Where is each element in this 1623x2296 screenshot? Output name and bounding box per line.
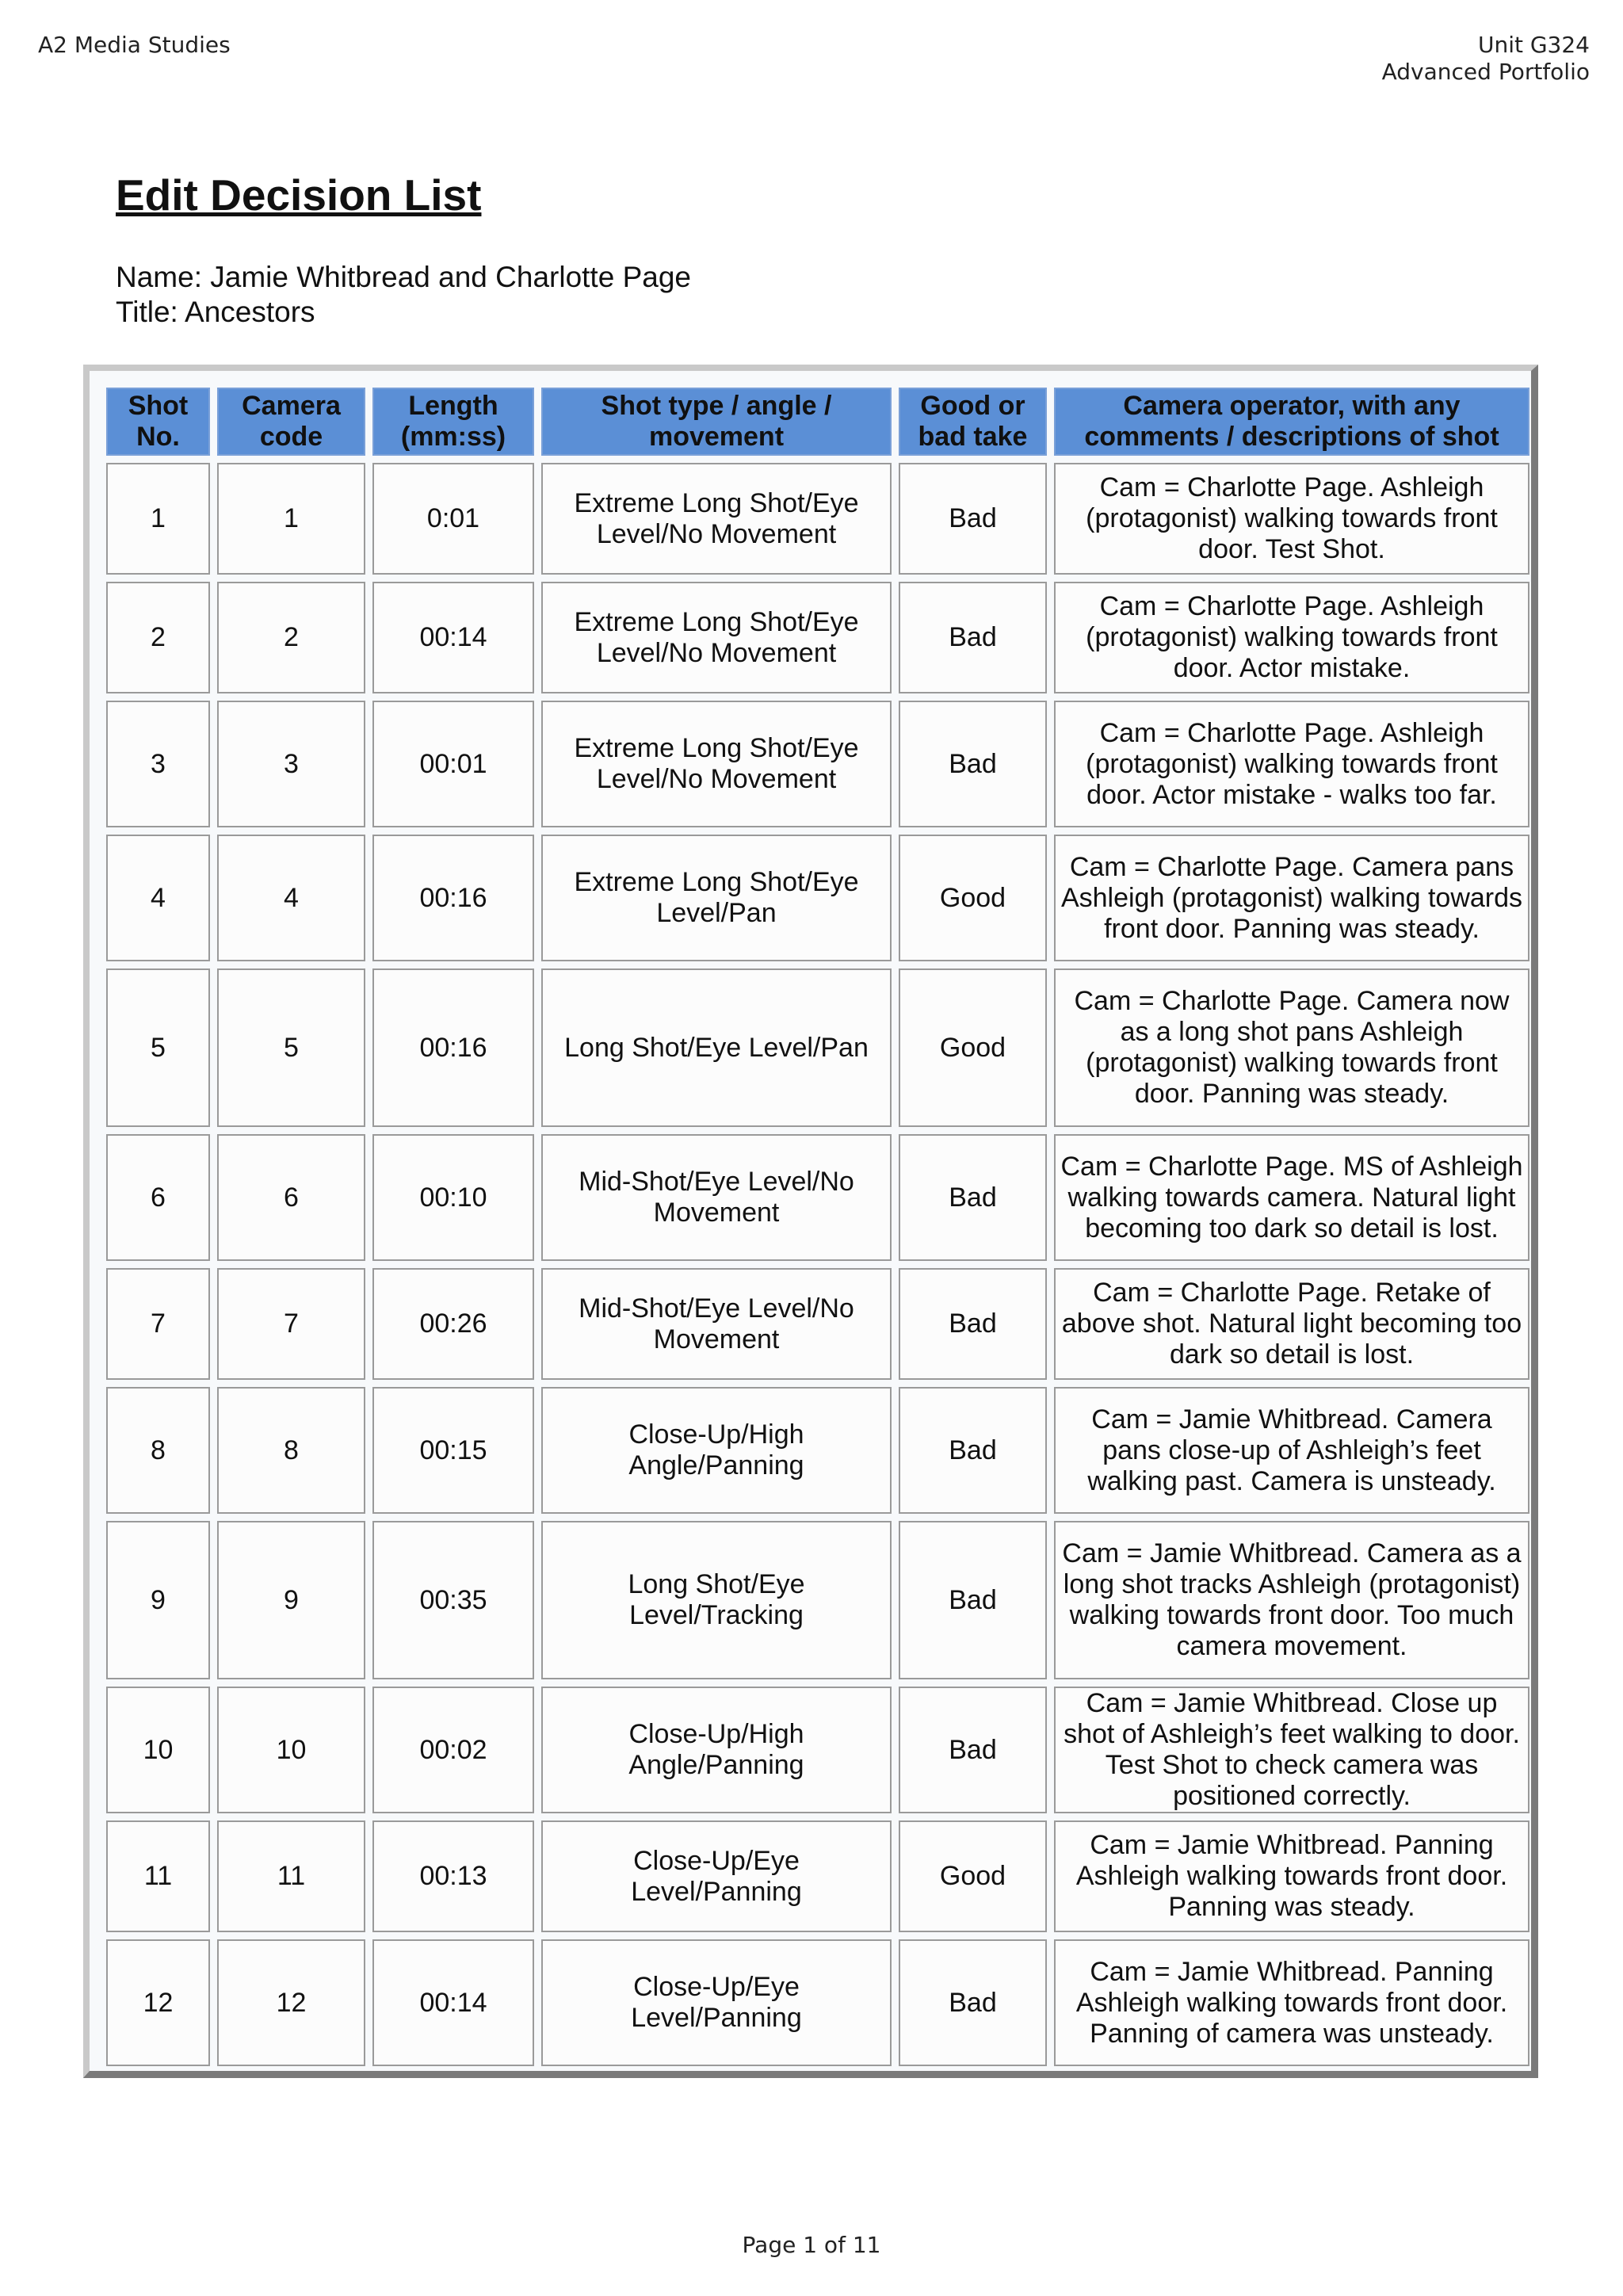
- cell-length: 00:15: [372, 1387, 534, 1514]
- table-row: [106, 463, 1529, 575]
- cell-shot-type: Long Shot/Eye Level/Pan: [541, 968, 892, 1127]
- page-title: Edit Decision List: [116, 170, 482, 220]
- cell-take-quality: Bad: [899, 1687, 1047, 1813]
- table-header-row: [106, 388, 1529, 456]
- cell-shot-no: 11: [106, 1820, 210, 1932]
- column-header-take-quality: Good or bad take: [899, 388, 1047, 456]
- cell-take-quality: Bad: [899, 1134, 1047, 1261]
- table-row: [106, 968, 1529, 1127]
- cell-take-quality: Bad: [899, 1268, 1047, 1380]
- table-row: [106, 1521, 1529, 1679]
- cell-shot-type: Mid-Shot/Eye Level/No Movement: [541, 1268, 892, 1380]
- cell-shot-no: 9: [106, 1521, 210, 1679]
- cell-length: 00:10: [372, 1134, 534, 1261]
- cell-comments: Cam = Jamie Whitbread. Panning Ashleigh walking towards front door. Panning was steady.: [1054, 1820, 1529, 1932]
- cell-camera-code: 6: [217, 1134, 365, 1261]
- cell-shot-type: Close-Up/High Angle/Panning: [541, 1387, 892, 1514]
- cell-shot-type: Close-Up/Eye Level/Panning: [541, 1820, 892, 1932]
- cell-shot-type: Close-Up/Eye Level/Panning: [541, 1939, 892, 2066]
- author-names: Name: Jamie Whitbread and Charlotte Page: [116, 261, 691, 293]
- edit-decision-table: [99, 380, 1537, 2073]
- cell-length: 0:01: [372, 463, 534, 575]
- cell-take-quality: Bad: [899, 463, 1047, 575]
- column-header-comments: Camera operator, with any comments / descriptions of shot: [1054, 388, 1529, 456]
- cell-shot-no: 7: [106, 1268, 210, 1380]
- cell-length: 00:01: [372, 701, 534, 827]
- cell-camera-code: 12: [217, 1939, 365, 2066]
- column-header-length: Length (mm:ss): [372, 388, 534, 456]
- cell-comments: Cam = Jamie Whitbread. Close up shot of Ashleigh’s feet walking to door. Test Shot to check camera was positioned correctly.: [1054, 1687, 1529, 1813]
- cell-camera-code: 4: [217, 835, 365, 961]
- cell-length: 00:02: [372, 1687, 534, 1813]
- header-course: A2 Media Studies: [38, 32, 231, 58]
- cell-comments: Cam = Charlotte Page. Ashleigh (protagonist) walking towards front door. Actor mistake - walks too far.: [1054, 701, 1529, 827]
- cell-shot-type: Close-Up/High Angle/Panning: [541, 1687, 892, 1813]
- cell-comments: Cam = Charlotte Page. Retake of above shot. Natural light becoming too dark so detail is lost.: [1054, 1268, 1529, 1380]
- cell-length: 00:14: [372, 582, 534, 693]
- document-meta: [116, 260, 691, 330]
- cell-shot-no: 2: [106, 582, 210, 693]
- table-row: [106, 835, 1529, 961]
- cell-take-quality: Good: [899, 835, 1047, 961]
- cell-camera-code: 7: [217, 1268, 365, 1380]
- header-unit-code: Unit G324: [1477, 32, 1590, 58]
- page-number: Page 1 of 11: [742, 2232, 881, 2258]
- cell-shot-no: 1: [106, 463, 210, 575]
- cell-shot-no: 12: [106, 1939, 210, 2066]
- cell-camera-code: 2: [217, 582, 365, 693]
- column-header-shot-no: Shot No.: [106, 388, 210, 456]
- cell-comments: Cam = Charlotte Page. Ashleigh (protagonist) walking towards front door. Actor mistake.: [1054, 582, 1529, 693]
- cell-comments: Cam = Charlotte Page. Camera pans Ashleigh (protagonist) walking towards front door. Panning was steady.: [1054, 835, 1529, 961]
- table-row: [106, 1687, 1529, 1813]
- cell-shot-no: 6: [106, 1134, 210, 1261]
- table-row: [106, 1939, 1529, 2066]
- cell-camera-code: 1: [217, 463, 365, 575]
- cell-shot-type: Mid-Shot/Eye Level/No Movement: [541, 1134, 892, 1261]
- cell-shot-no: 8: [106, 1387, 210, 1514]
- table-row: [106, 582, 1529, 693]
- cell-take-quality: Good: [899, 1820, 1047, 1932]
- cell-shot-type: Extreme Long Shot/Eye Level/Pan: [541, 835, 892, 961]
- cell-length: 00:35: [372, 1521, 534, 1679]
- cell-comments: Cam = Charlotte Page. Ashleigh (protagonist) walking towards front door. Test Shot.: [1054, 463, 1529, 575]
- cell-comments: Cam = Jamie Whitbread. Panning Ashleigh walking towards front door. Panning of camera was unsteady.: [1054, 1939, 1529, 2066]
- cell-take-quality: Bad: [899, 1939, 1047, 2066]
- cell-camera-code: 9: [217, 1521, 365, 1679]
- cell-shot-type: Long Shot/Eye Level/Tracking: [541, 1521, 892, 1679]
- cell-camera-code: 8: [217, 1387, 365, 1514]
- cell-shot-no: 3: [106, 701, 210, 827]
- header-unit: [1382, 32, 1590, 86]
- cell-shot-type: Extreme Long Shot/Eye Level/No Movement: [541, 701, 892, 827]
- column-header-camera-code: Camera code: [217, 388, 365, 456]
- cell-length: 00:16: [372, 835, 534, 961]
- table-row: [106, 701, 1529, 827]
- cell-length: 00:16: [372, 968, 534, 1127]
- column-header-shot-type: Shot type / angle / movement: [541, 388, 892, 456]
- edit-decision-table-frame: [83, 365, 1538, 2078]
- cell-shot-type: Extreme Long Shot/Eye Level/No Movement: [541, 582, 892, 693]
- table-row: [106, 1268, 1529, 1380]
- table-row: [106, 1820, 1529, 1932]
- cell-take-quality: Bad: [899, 701, 1047, 827]
- cell-length: 00:26: [372, 1268, 534, 1380]
- cell-take-quality: Good: [899, 968, 1047, 1127]
- table-row: [106, 1387, 1529, 1514]
- cell-shot-no: 10: [106, 1687, 210, 1813]
- cell-camera-code: 5: [217, 968, 365, 1127]
- cell-comments: Cam = Charlotte Page. Camera now as a long shot pans Ashleigh (protagonist) walking towards front door. Panning was steady.: [1054, 968, 1529, 1127]
- cell-take-quality: Bad: [899, 1521, 1047, 1679]
- cell-shot-no: 5: [106, 968, 210, 1127]
- cell-length: 00:13: [372, 1820, 534, 1932]
- cell-comments: Cam = Charlotte Page. MS of Ashleigh walking towards camera. Natural light becoming too dark so detail is lost.: [1054, 1134, 1529, 1261]
- cell-take-quality: Bad: [899, 1387, 1047, 1514]
- cell-camera-code: 10: [217, 1687, 365, 1813]
- cell-length: 00:14: [372, 1939, 534, 2066]
- cell-shot-type: Extreme Long Shot/Eye Level/No Movement: [541, 463, 892, 575]
- cell-comments: Cam = Jamie Whitbread. Camera as a long shot tracks Ashleigh (protagonist) walking towards front door. Too much camera movement.: [1054, 1521, 1529, 1679]
- cell-comments: Cam = Jamie Whitbread. Camera pans close-up of Ashleigh’s feet walking past. Camera is unsteady.: [1054, 1387, 1529, 1514]
- table-row: [106, 1134, 1529, 1261]
- cell-take-quality: Bad: [899, 582, 1047, 693]
- cell-camera-code: 3: [217, 701, 365, 827]
- header-unit-name: Advanced Portfolio: [1381, 59, 1590, 85]
- cell-shot-no: 4: [106, 835, 210, 961]
- cell-camera-code: 11: [217, 1820, 365, 1932]
- film-title: Title: Ancestors: [116, 296, 315, 328]
